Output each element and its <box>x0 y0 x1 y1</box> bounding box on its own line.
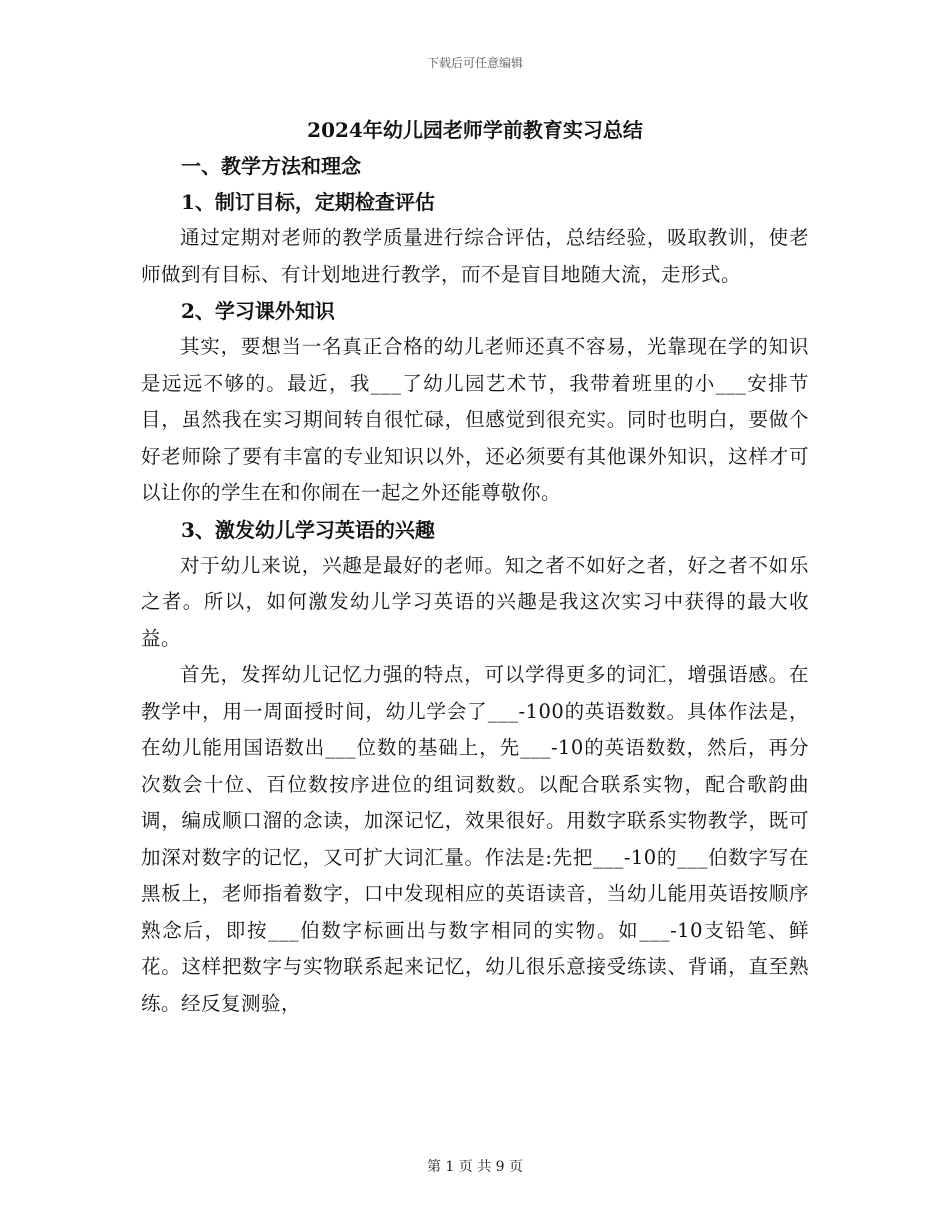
header-note: 下载后可任意编辑 <box>426 56 523 70</box>
section-heading-1: 一、教学方法和理念 <box>181 154 361 178</box>
paragraph-2: 其实，要想当一名真正合格的幼儿老师还真不容易，光靠现在学的知识是远远不够的。最近，我___了幼儿园艺术节，我带着班里的小___安排节目，虽然我在实习期间转自很忙碌，但感觉到很充实。同时也明白，要做个好老师除了要有丰富的专业知识以外，还必须要有其他课外知识，这样才可以让你的学生在和你闹在一起之外还能尊敬你。 <box>141 335 809 504</box>
paragraph-1: 通过定期对老师的教学质量进行综合评估，总结经验，吸取教训，使老师做到有目标、有计划地进行教学，而不是盲目地随大流，走形式。 <box>141 226 809 286</box>
paragraph-3: 对于幼儿来说，兴趣是最好的老师。知之者不如好之者，好之者不如乐之者。所以，如何激发幼儿学习英语的兴趣是我这次实习中获得的最大收益。 <box>141 553 809 650</box>
document-title: 2024年幼儿园老师学前教育实习总结 <box>307 118 643 142</box>
page-number: 第 1 页 共 9 页 <box>426 1159 524 1175</box>
subsection-heading-2: 2、学习课外知识 <box>181 299 335 323</box>
paragraph-4: 首先，发挥幼儿记忆力强的特点，可以学得更多的词汇，增强语感。在教学中，用一周面授时间，幼儿学会了___-100的英语数数。具体作法是，在幼儿能用国语数出___位数的基础上，先___-10的英语数数，然后，再分次数会十位、百位数按序进位的组词数数。以配合联系实物，配合歌韵曲调，编成顺口溜的念读，加深记忆，效果很好。用数字联系实物教学，既可加深对数字的记忆，又可扩大词汇量。作法是:先把___-10的___伯数字写在黑板上，老师指着数字，口中发现相应的英语读音，当幼儿能用英语按顺序熟念后，即按___伯数字标画出与数字相同的实物。如___-10支铅笔、鲜花。这样把数字与实物联系起来记忆，幼儿很乐意接受练读、背诵，直至熟练。经反复测验， <box>141 663 809 1015</box>
subsection-heading-3: 3、激发幼儿学习英语的兴趣 <box>181 517 435 542</box>
subsection-heading-1: 1、制订目标，定期检查评估 <box>181 190 435 214</box>
document-body <box>141 112 809 1022</box>
